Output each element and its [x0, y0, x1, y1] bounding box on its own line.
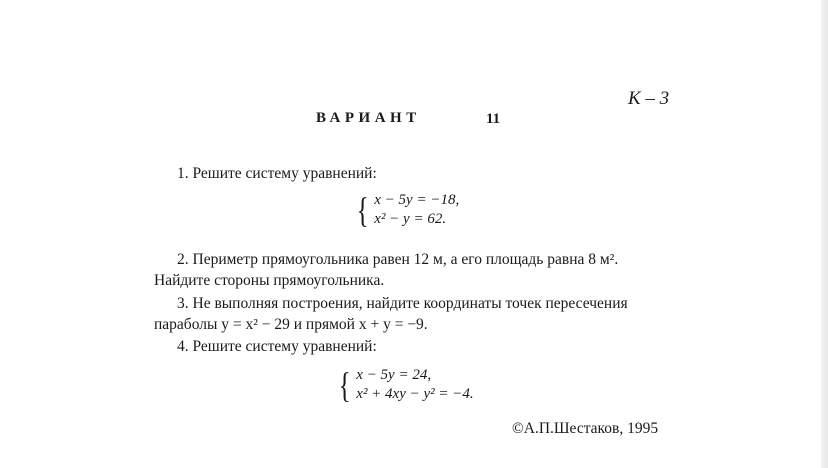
task-2-line-2: Найдите стороны прямоугольника.	[154, 272, 385, 289]
variant-number: 11	[486, 111, 501, 127]
task-3-line-2: параболы y = x² − 29 и прямой x + y = −9.	[154, 316, 428, 333]
variant-title: ВАРИАНТ	[316, 110, 421, 126]
page-edge-shadow	[821, 0, 828, 468]
document-code: К – 3	[628, 88, 670, 109]
brace-icon: {	[338, 365, 351, 405]
copyright-footer: ©А.П.Шестаков, 1995	[512, 420, 659, 437]
task-4-text: 4. Решите систему уравнений:	[177, 338, 377, 355]
task-4-equation-1: x − 5y = 24,	[356, 367, 432, 383]
task-1-system	[354, 191, 459, 229]
brace-icon: {	[356, 190, 369, 230]
task-1-equation-1: x − 5y = −18,	[374, 192, 460, 208]
task-1-text: 1. Решите систему уравнений:	[177, 165, 377, 182]
task-1-equation-2: x² − y = 62.	[374, 211, 447, 227]
task-2-line-1: 2. Периметр прямоугольника равен 12 м, а его площадь равна 8 м².	[177, 251, 619, 268]
task-3-line-1: 3. Не выполняя построения, найдите координаты точек пересечения	[177, 295, 628, 312]
task-4-equation-2: x² + 4xy − y² = −4.	[356, 386, 474, 402]
task-4-system	[336, 366, 474, 404]
